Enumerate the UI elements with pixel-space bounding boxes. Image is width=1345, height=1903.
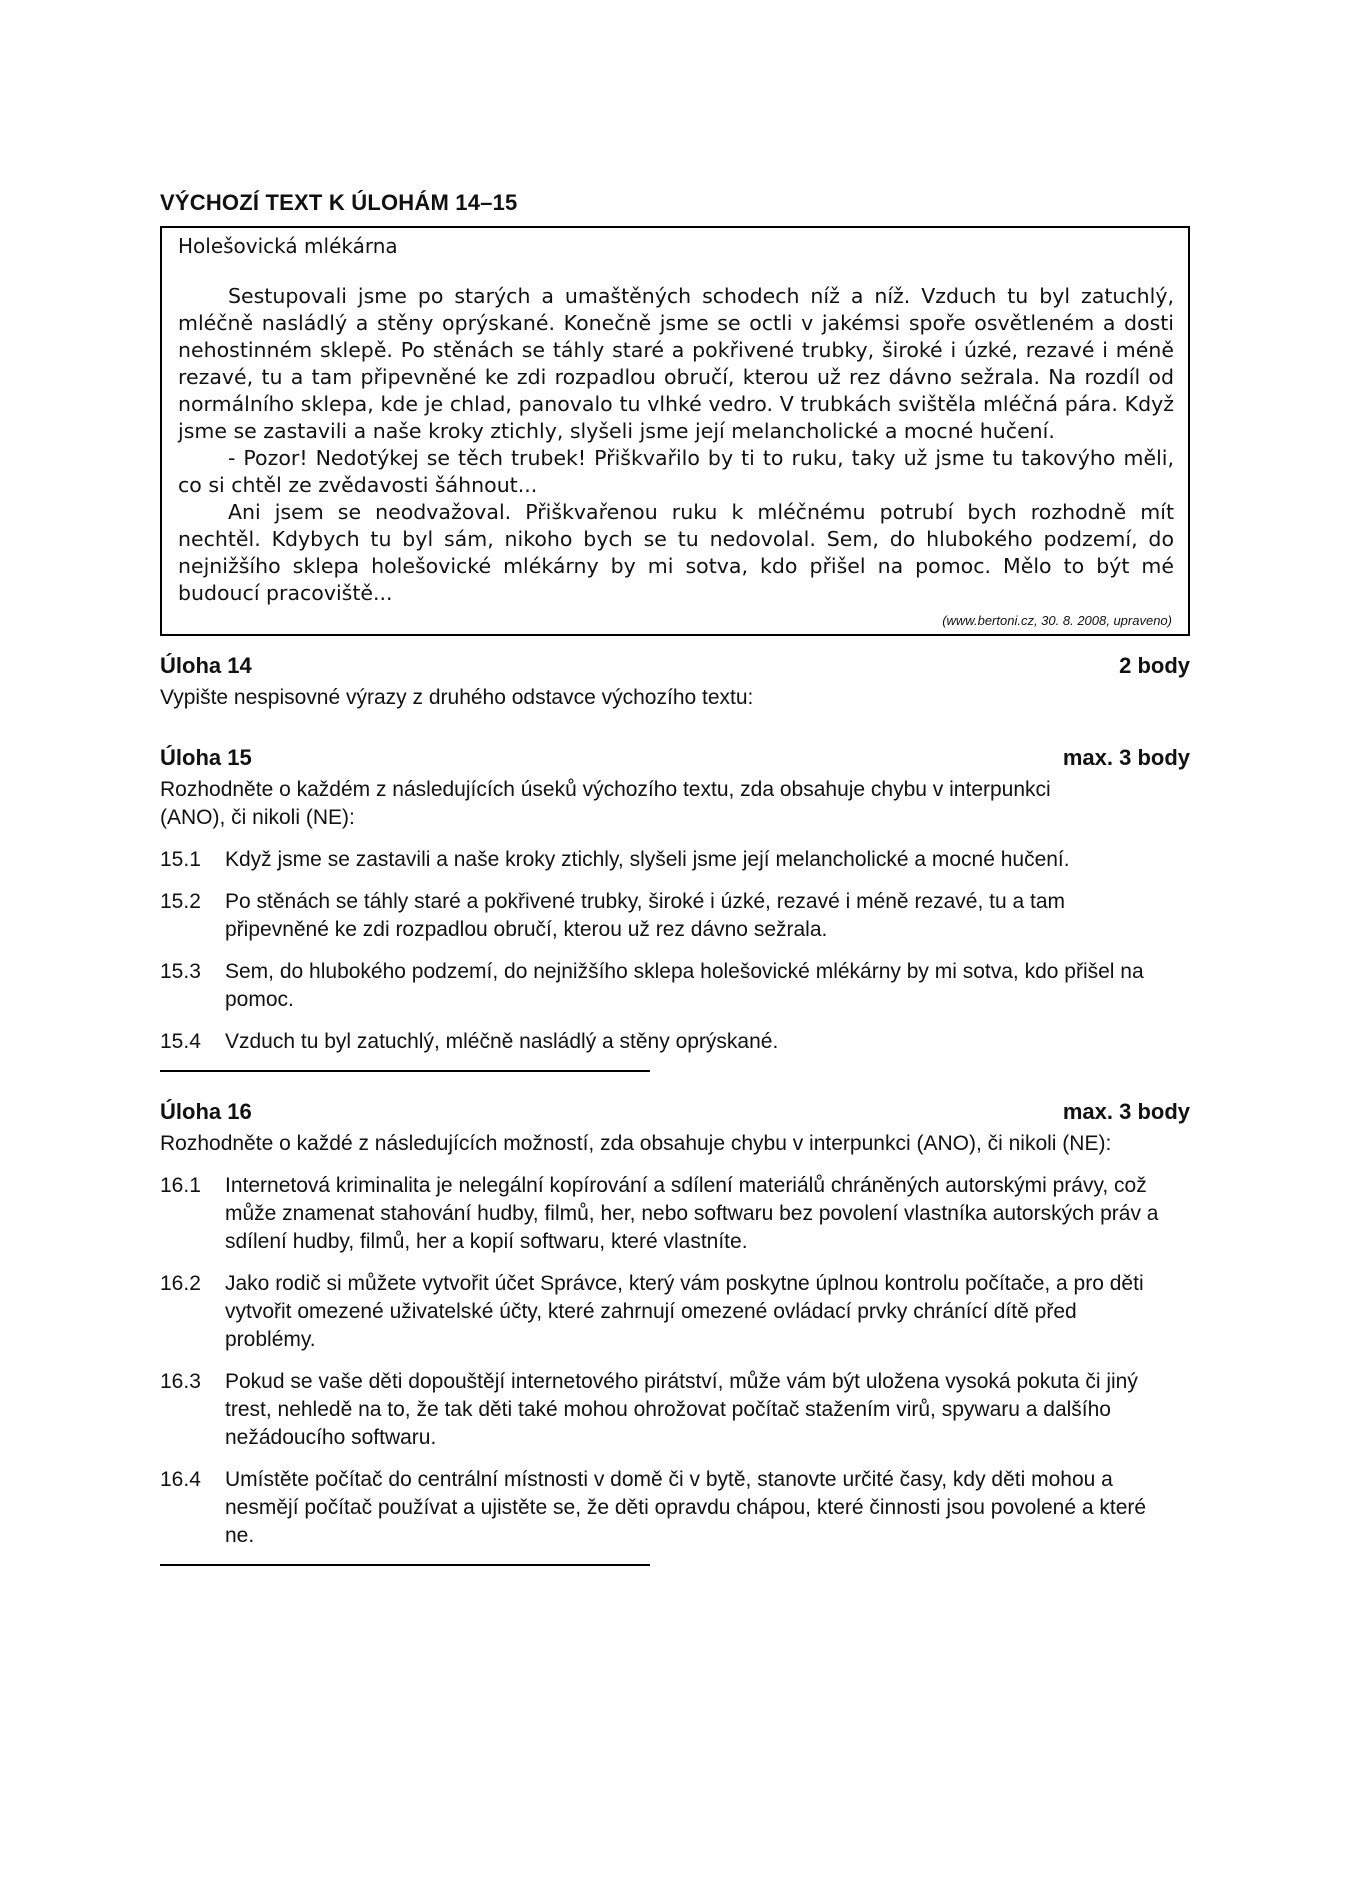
item-number: 16.1 bbox=[160, 1174, 201, 1197]
task-item bbox=[160, 846, 1190, 874]
section-divider bbox=[160, 1070, 650, 1072]
task-item bbox=[160, 888, 1190, 944]
section-divider bbox=[160, 1564, 650, 1566]
source-paragraph: Sestupovali jsme po starých a umaštěných schodech níž a níž. Vzduch tu byl zatuchlý, mléčně nasládlý a stěny oprýskané. Konečně jsme se octli v jakémsi spoře osvětleném a dosti nehostinném sklepě. Po stěnách se táhly staré a pokřivené trubky, široké i úzké, rezavé i méně rezavé, tu a tam připevněné ke zdi rozpadlou obručí, kterou už rez dávno sežrala. Na rozdíl od normálního sklepa, kde je chlad, panovalo tu vlhké vedro. V trubkách svištěla mléčná pára. Když jsme se zastavili a naše kroky ztichly, slyšeli jsme její melancholické a mocné hučení. bbox=[178, 284, 1174, 443]
source-citation: (www.bertoni.cz, 30. 8. 2008, upraveno) bbox=[942, 613, 1172, 628]
item-number: 16.4 bbox=[160, 1468, 201, 1491]
task-15 bbox=[160, 744, 1190, 1072]
source-paragraph: Ani jsem se neodvažoval. Přiškvařenou ruku k mléčnému potrubí bych rozhodně mít nechtěl. Kdybych tu byl sám, nikoho bych se tu nedovolal. Sem, do hlubokého podzemí, do nejnižšího sklepa holešovické mlékárny by mi sotva, kdo přišel na pomoc. Mělo to být mé budoucí pracoviště... bbox=[178, 500, 1174, 605]
task-instruction: Rozhodněte o každé z následujících možností, zda obsahuje chybu v interpunkci (ANO), či nikoli (NE): bbox=[160, 1132, 1112, 1155]
item-text: Po stěnách se táhly staré a pokřivené trubky, široké i úzké, rezavé i méně rezavé, tu a tam připevněné ke zdi rozpadlou obručí, kterou už rez dávno sežrala. bbox=[225, 890, 1066, 941]
task-title: Úloha 14 bbox=[160, 653, 252, 678]
item-number: 16.3 bbox=[160, 1370, 201, 1393]
task-item bbox=[160, 1270, 1190, 1354]
source-title: Holešovická mlékárna bbox=[178, 234, 398, 258]
source-heading: VÝCHOZÍ TEXT K ÚLOHÁM 14–15 bbox=[160, 190, 518, 215]
task-item bbox=[160, 1028, 1190, 1056]
task-points: 2 body bbox=[1119, 653, 1190, 678]
task-items bbox=[160, 846, 1190, 1056]
task-item bbox=[160, 1466, 1190, 1550]
task-instruction: Rozhodněte o každém z následujících úseků výchozího textu, zda obsahuje chybu v interpunkci (ANO), či nikoli (NE): bbox=[160, 778, 1051, 829]
item-text: Sem, do hlubokého podzemí, do nejnižšího sklepa holešovické mlékárny by mi sotva, kdo přišel na pomoc. bbox=[225, 960, 1144, 1011]
task-item bbox=[160, 958, 1190, 1014]
task-points: max. 3 body bbox=[1062, 745, 1190, 770]
item-text: Umístěte počítač do centrální místnosti v domě či v bytě, stanovte určité časy, kdy děti mohou a nesmějí počítač používat a ujistěte se, že děti opravdu chápou, které činnosti jsou povolené a které ne. bbox=[225, 1468, 1147, 1547]
item-text: Když jsme se zastavili a naše kroky ztichly, slyšeli jsme její melancholické a mocné hučení. bbox=[225, 848, 1070, 871]
task-item bbox=[160, 1172, 1190, 1256]
task-16 bbox=[160, 1098, 1190, 1566]
item-number: 15.1 bbox=[160, 848, 201, 871]
item-number: 16.2 bbox=[160, 1272, 201, 1295]
task-title: Úloha 15 bbox=[160, 745, 252, 770]
source-paragraph: - Pozor! Nedotýkej se těch trubek! Přiškvařilo by ti to ruku, taky už jsme tu takovýho měli, co si chtěl ze zvědavosti šáhnout... bbox=[178, 446, 1174, 497]
item-text: Pokud se vaše děti dopouštějí internetového pirátství, může vám být uložena vysoká pokuta či jiný trest, nehledě na to, že tak děti také mohou ohrožovat počítač stažením virů, spywaru a dalšího nežádoucího softwaru. bbox=[225, 1370, 1138, 1449]
exam-page bbox=[160, 190, 1190, 1566]
task-points: max. 3 body bbox=[1062, 1099, 1190, 1124]
task-item bbox=[160, 1368, 1190, 1452]
item-number: 15.3 bbox=[160, 960, 201, 983]
task-14 bbox=[160, 652, 1190, 712]
item-text: Internetová kriminalita je nelegální kopírování a sdílení materiálů chráněných autorskými právy, což může znamenat stahování hudby, filmů, her, nebo softwaru bez povolení vlastníka autorských práv a sdílení hudby, filmů, her a kopií softwaru, které vlastníte. bbox=[225, 1174, 1159, 1253]
task-instruction: Vypište nespisovné výrazy z druhého odstavce výchozího textu: bbox=[160, 686, 754, 709]
task-header bbox=[160, 652, 1190, 680]
item-number: 15.4 bbox=[160, 1030, 201, 1053]
source-text-box bbox=[160, 226, 1190, 636]
task-header bbox=[160, 744, 1190, 772]
task-header bbox=[160, 1098, 1190, 1126]
item-number: 15.2 bbox=[160, 890, 201, 913]
item-text: Jako rodič si můžete vytvořit účet Správce, který vám poskytne úplnou kontrolu počítače, a pro děti vytvořit omezené uživatelské účty, které zahrnují omezené ovládací prvky chránící dítě před problémy. bbox=[225, 1272, 1144, 1351]
item-text: Vzduch tu byl zatuchlý, mléčně nasládlý a stěny oprýskané. bbox=[225, 1030, 779, 1053]
task-title: Úloha 16 bbox=[160, 1099, 252, 1124]
source-body bbox=[178, 283, 1174, 607]
task-items bbox=[160, 1172, 1190, 1550]
